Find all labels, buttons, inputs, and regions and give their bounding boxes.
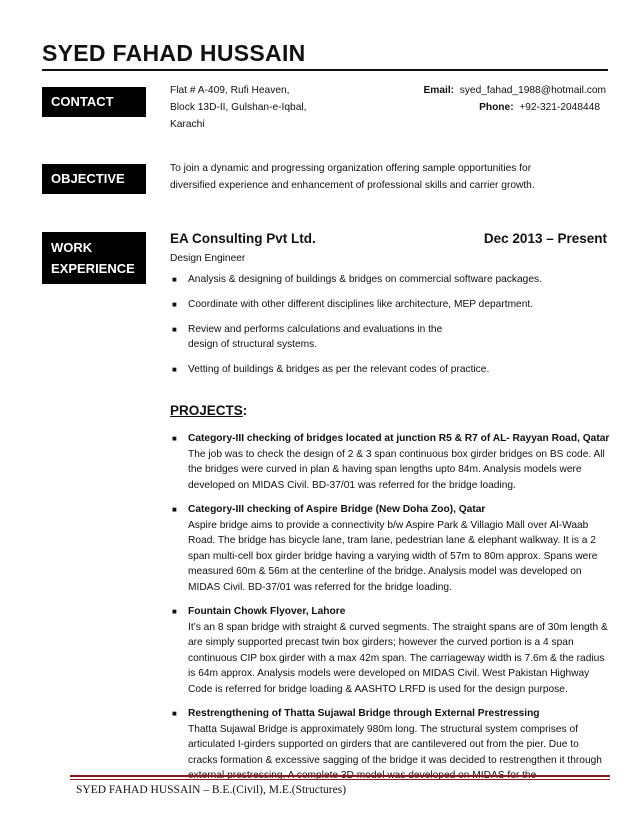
job-company: EA Consulting Pvt Ltd. <box>170 231 316 246</box>
section-label-objective: OBJECTIVE <box>42 164 146 194</box>
square-bullet-icon: ■ <box>172 709 177 718</box>
section-label-work-experience <box>42 232 146 284</box>
project-title: Category-III checking of Aspire Bridge (New Doha Zoo), Qatar <box>188 504 486 515</box>
email-label: Email: <box>423 85 455 96</box>
section-label-contact: CONTACT <box>42 87 146 117</box>
address-line-3: Karachi <box>170 119 205 130</box>
duty-item: ■ Coordinate with other different disciplines like architecture, MEP department. <box>172 299 534 310</box>
contact-address <box>170 82 306 133</box>
project-description: Thatta Sujawal Bridge is approximately 980m long. The structural system comprises of articulated I-girders supported on girders that are cantilevered out from the pier. Due to cracks formation & excessive sagging of the bridge it was decided to restrengthen it through <box>188 723 602 766</box>
objective-line-2: diversified experience and enhancement of professional skills and carrier growth. <box>170 180 535 191</box>
square-bullet-icon: ■ <box>172 300 177 309</box>
duty-item: ■ Analysis & designing of buildings & bridges on commercial software packages. <box>172 274 542 285</box>
work-label-line-2: EXPERIENCE <box>51 261 135 276</box>
square-bullet-icon: ■ <box>172 505 177 514</box>
email-value: syed_fahad_1988@hotmail.com <box>459 85 606 96</box>
project-description: It’s an 8 span bridge with straight & curved segments. The straight spans are of 30m length & are simply supported precast twin box girders; however the curved portion is a 4 span continuous CIP box girder with a max 42m span. The carriageway width is 7.6m & the radius is 64m approx. Analysis models were developed on MIDAS Civil. West Pakistan Highway Code is referred for bridge loading & AASHTO LRFD is used for the design purpose. <box>188 621 608 695</box>
project-description: Aspire bridge aims to provide a connectivity b/w Aspire Park & Villagio Mall over Al-Waab Road. The bridge has bicycle lane, tram lane, pedestrian lane & elephant walkway. It is a 2 span multi-cell box girder bridge having a varying width of 57m to 80m approx. Spans were measured 60m & 56m at the centerline of the bridge. Analysis model was developed on MIDAS Civil. BD-37/01 was referred for the bridge loading. <box>188 519 598 593</box>
square-bullet-icon: ■ <box>172 434 177 443</box>
footer-divider-thick <box>70 775 610 777</box>
duty-item: ■ Review and performs calculations and evaluations in the design of structural systems. <box>172 324 443 350</box>
project-title: Fountain Chowk Flyover, Lahore <box>188 606 346 617</box>
address-line-1: Flat # A-409, Rufi Heaven, <box>170 85 290 96</box>
project-item <box>170 502 610 595</box>
project-item <box>170 604 610 697</box>
footer-divider-thin <box>70 779 610 780</box>
email-row <box>423 82 606 99</box>
page-footer: SYED FAHAD HUSSAIN – B.E.(Civil), M.E.(Structures) <box>76 784 347 796</box>
square-bullet-icon: ■ <box>172 275 177 284</box>
project-item <box>170 706 610 784</box>
objective-text <box>170 160 610 194</box>
projects-heading-text: PROJECTS <box>170 403 243 418</box>
project-description: The job was to check the design of 2 & 3 span continuous box girder bridges on BS code. All the bridges were curved in plan & having span lengths upto 84m. Analysis models were developed on MIDAS Civil. BD-37/01 was referred for the bridge loading. <box>188 448 605 491</box>
duty-item: ■ Vetting of buildings & bridges as per the relevant codes of practice. <box>172 364 490 375</box>
job-duties-list <box>170 272 610 387</box>
job-role: Design Engineer <box>170 253 246 264</box>
project-title: Category-III checking of bridges located at junction R5 & R7 of AL- Rayyan Road, Qatar <box>188 433 610 444</box>
contact-details <box>423 82 606 116</box>
phone-row <box>423 99 600 116</box>
work-label-line-1: WORK <box>51 240 93 255</box>
address-line-2: Block 13D-II, Gulshan-e-Iqbal, <box>170 102 307 113</box>
phone-label: Phone: <box>479 102 514 113</box>
square-bullet-icon: ■ <box>172 607 177 616</box>
phone-value: +92-321-2048448 <box>519 102 600 113</box>
projects-heading-colon: : <box>242 403 248 418</box>
projects-list <box>170 431 610 793</box>
objective-line-1: To join a dynamic and progressing organization offering sample opportunities for <box>170 163 532 174</box>
name-divider <box>42 69 608 71</box>
project-item <box>170 431 610 493</box>
square-bullet-icon: ■ <box>172 325 177 334</box>
project-title: Restrengthening of Thatta Sujawal Bridge through External Prestressing <box>188 708 540 719</box>
projects-heading <box>170 403 247 418</box>
job-dates: Dec 2013 – Present <box>483 231 607 246</box>
candidate-name: SYED FAHAD HUSSAIN <box>42 40 306 66</box>
square-bullet-icon: ■ <box>172 365 177 374</box>
